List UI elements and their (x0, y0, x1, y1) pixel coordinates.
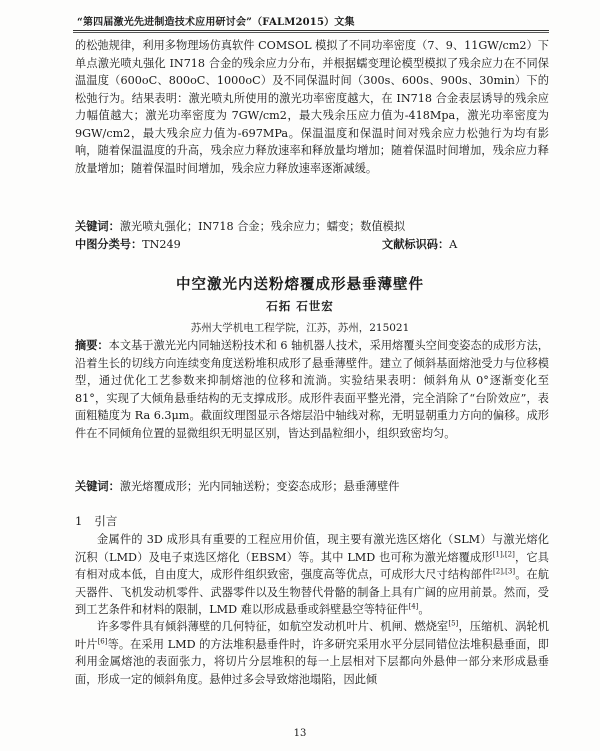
previous-keywords-label: 关键词： (75, 219, 120, 233)
section-number: 1 (75, 514, 83, 528)
paper-title: 中空激光内送粉熔覆成形悬垂薄壁件 (176, 276, 424, 293)
document-code (382, 236, 457, 254)
citation: [1],[2] (492, 549, 515, 558)
abstract-text: 本文基于激光光内同轴送粉技术和 6 轴机器人技术，采用熔覆头空间变姿态的成形方法，沿着生长的切线方向连续变角度送粉堆积成形了悬垂薄壁件。建立了倾斜基面熔池受力与位移模型，通过优化工艺参数来抑制熔池的位移和流淌。实验结果表明：倾斜角从 0°逐渐变化至 81°，实现了大倾角悬垂结构的无支撑成形。成形件表面平整光滑，完全消除了“台阶效应”，表面粗糙度为 Ra 6.3μm。截面纹理图显示各熔层沿中轴线对称，无明显朝重力方向的偏移。成形件在不同倾角位置的显微组织无明显区别，皆达到晶粒细小，组织致密均匀。 (75, 339, 549, 440)
doc-code-value: A (449, 238, 458, 251)
section-heading (75, 513, 117, 529)
header-rule-secondary (73, 32, 549, 33)
header-rule (73, 30, 549, 31)
paper-keywords: 激光熔覆成形；光内同轴送粉；变姿态成形；悬垂薄壁件 (119, 480, 400, 493)
citation: [2],[3] (493, 567, 516, 576)
doc-code-label: 文献标识码： (382, 237, 450, 251)
citation: [6] (97, 636, 108, 645)
intro-p2-text-c: 等。在采用 LMD 的方法堆积悬垂件时，许多研究采用水平分层同错位法堆积悬垂面，即利用金属熔池的表面张力，将切片分层堆积的每一上层相对下层都向外悬伸一部分来形成悬垂面，形成一定的倾斜角度。悬伸过多会导致熔池塌陷，因此倾 (75, 637, 549, 686)
intro-p2-text-a: 许多零件具有倾斜薄壁的几何特征，如航空发动机叶片、机闸、燃烧室 (97, 620, 449, 633)
intro-paragraph-2 (75, 618, 549, 688)
section-title: 引言 (94, 514, 118, 528)
abstract-label: 摘要： (75, 338, 109, 352)
paper-keywords-line (75, 478, 399, 496)
previous-abstract-continuation: 的松弛规律，利用多物理场仿真软件 COMSOL 模拟了不同功率密度（7、9、11GW/cm2）下单点激光喷丸强化 IN718 合金的残余应力分布，并根据蠕变理论模型模拟了残余应力在不同保温温度（600oC、800oC、1000oC）及不同保温时间（300s、600s、900s、30min）下的松弛行为。结果表明：激光喷丸所使用的激光功率密度越大，在 IN718 合金表层诱导的残余应力幅值越大；激光功率密度为 7GW/cm2，最大残余压应力值为-418Mpa，激光功率密度为 9GW/cm2，最大残余应力值为-697MPa。保温温度和保温时间对残余应力松弛行为均有影响，随着保温温度的升高，残余应力释放速率和释放量均增加；随着保温时间增加，残余应力释放量增加；随着保温时间增加，残余应力释放速率逐渐减缓。 (75, 39, 549, 175)
clc-label: 中图分类号： (75, 237, 143, 251)
clc-value: TN249 (142, 238, 181, 251)
paper-abstract (75, 337, 549, 442)
previous-keywords-line (75, 218, 405, 236)
intro-p1-text-d: 。 (418, 603, 430, 616)
previous-keywords: 激光喷丸强化；IN718 合金；残余应力；蠕变；数值模拟 (119, 220, 406, 233)
intro-paragraph-1 (75, 531, 549, 619)
paper-authors: 石拓 石世宏 (266, 299, 334, 313)
intro-p1-text-b: ，它具有相对成本低，自由度大，成形件组织致密，强度高等优点，可成形大尺寸结构部件 (75, 550, 549, 581)
paper-affiliation: 苏州大学机电工程学院，江苏，苏州，215021 (190, 322, 410, 334)
intro-p1-text-a: 金属件的 3D 成形具有重要的工程应用价值，现主要有激光选区熔化（SLM）与激光熔化沉积（LMD）及电子束选区熔化（EBSM）等。其中 LMD 也可称为激光熔覆成形 (75, 533, 549, 564)
intro-p2-text-b: ，压缩机、涡轮机叶片 (75, 620, 549, 651)
page-number: 13 (293, 728, 307, 739)
intro-p1-text-c: 。在航天器件、飞机发动机零件、武器零件以及生物替代骨骼的制备上具有广阔的应用前景。然而，受到工艺条件和材料的限制，LMD 难以形成悬垂或斜壁悬空等特征件 (75, 568, 549, 616)
citation: [5] (448, 619, 459, 628)
classification-row (75, 236, 549, 254)
citation: [4] (408, 602, 419, 611)
paper-keywords-label: 关键词： (75, 479, 120, 493)
running-header: “第四届激光先进制造技术应用研讨会”（FALM2015）文集 (77, 17, 355, 28)
